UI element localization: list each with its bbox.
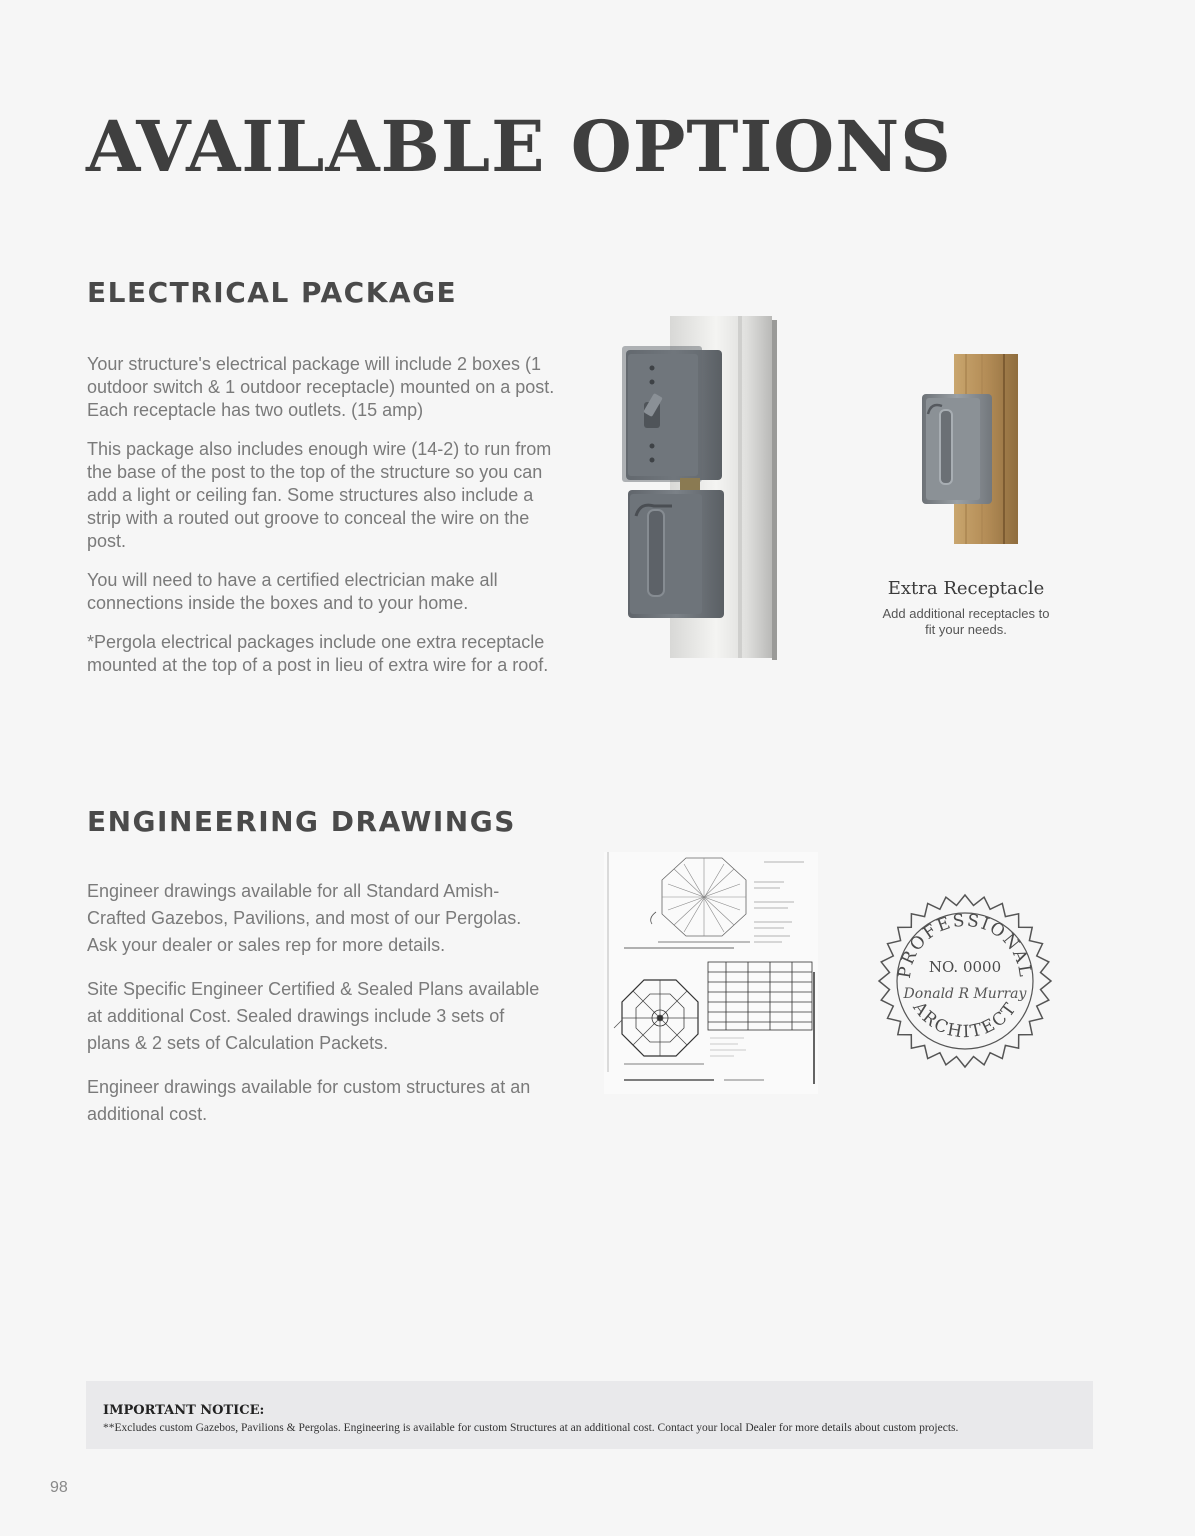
- electrical-paragraph: Your structure's electrical package will include 2 boxes (1 outdoor switch & 1 outdoor receptacle) mounted on a post. Each receptacle has two outlets. (15 amp): [87, 354, 555, 420]
- page-title: AVAILABLE OPTIONS: [86, 105, 952, 188]
- engineering-drawings-text: [87, 878, 547, 1145]
- electrical-package-heading: ELECTRICAL PACKAGE: [87, 276, 458, 309]
- electrical-boxes-photo: [622, 316, 778, 662]
- extra-receptacle-title: Extra Receptacle: [887, 578, 1045, 599]
- engineering-drawings-heading: ENGINEERING DRAWINGS: [87, 805, 516, 838]
- important-notice: [86, 1381, 1093, 1449]
- seal-signature: Donald R Murray: [903, 986, 1027, 1002]
- electrical-paragraph: This package also includes enough wire (14-2) to run from the base of the post to the top of the structure so you can add a light or ceiling fan. Some structures also include a strip with a routed out groove to conceal the wire on the post.: [87, 439, 552, 551]
- engineering-paragraph: Engineer drawings available for all Standard Amish-Crafted Gazebos, Pavilions, and most of our Pergolas. Ask your dealer or sales rep for more details.: [87, 881, 522, 955]
- electrical-paragraph: You will need to have a certified electrician make all connections inside the boxes and to your home.: [87, 570, 498, 613]
- professional-architect-seal: [876, 892, 1054, 1070]
- electrical-package-text: [87, 353, 559, 693]
- engineering-blueprint-image: [604, 852, 818, 1094]
- seal-bottom-text: ARCHITECT: [908, 998, 1022, 1043]
- electrical-paragraph: *Pergola electrical packages include one extra receptacle mounted at the top of a post in lieu of extra wire for a roof.: [87, 632, 549, 675]
- extra-receptacle-subtitle-line: Add additional receptacles to: [882, 606, 1050, 621]
- seal-number: NO. 0000: [928, 958, 1002, 976]
- page-number: 98: [50, 1479, 68, 1496]
- seal-top-text: PROFESSIONAL: [894, 910, 1036, 980]
- extra-receptacle-subtitle: [860, 606, 1072, 638]
- notice-text: **Excludes custom Gazebos, Pavilions & Pergolas. Engineering is available for custom Structures at an additional cost. Contact your local Dealer for more details about custom projects.: [103, 1422, 959, 1434]
- extra-receptacle-photo: [920, 354, 1020, 546]
- notice-title: IMPORTANT NOTICE:: [103, 1403, 265, 1418]
- engineering-paragraph: Engineer drawings available for custom structures at an additional cost.: [87, 1077, 531, 1124]
- extra-receptacle-subtitle-line: fit your needs.: [925, 622, 1007, 637]
- engineering-paragraph: Site Specific Engineer Certified & Sealed Plans available at additional Cost. Sealed drawings include 3 sets of plans & 2 sets of Calculation Packets.: [87, 979, 540, 1053]
